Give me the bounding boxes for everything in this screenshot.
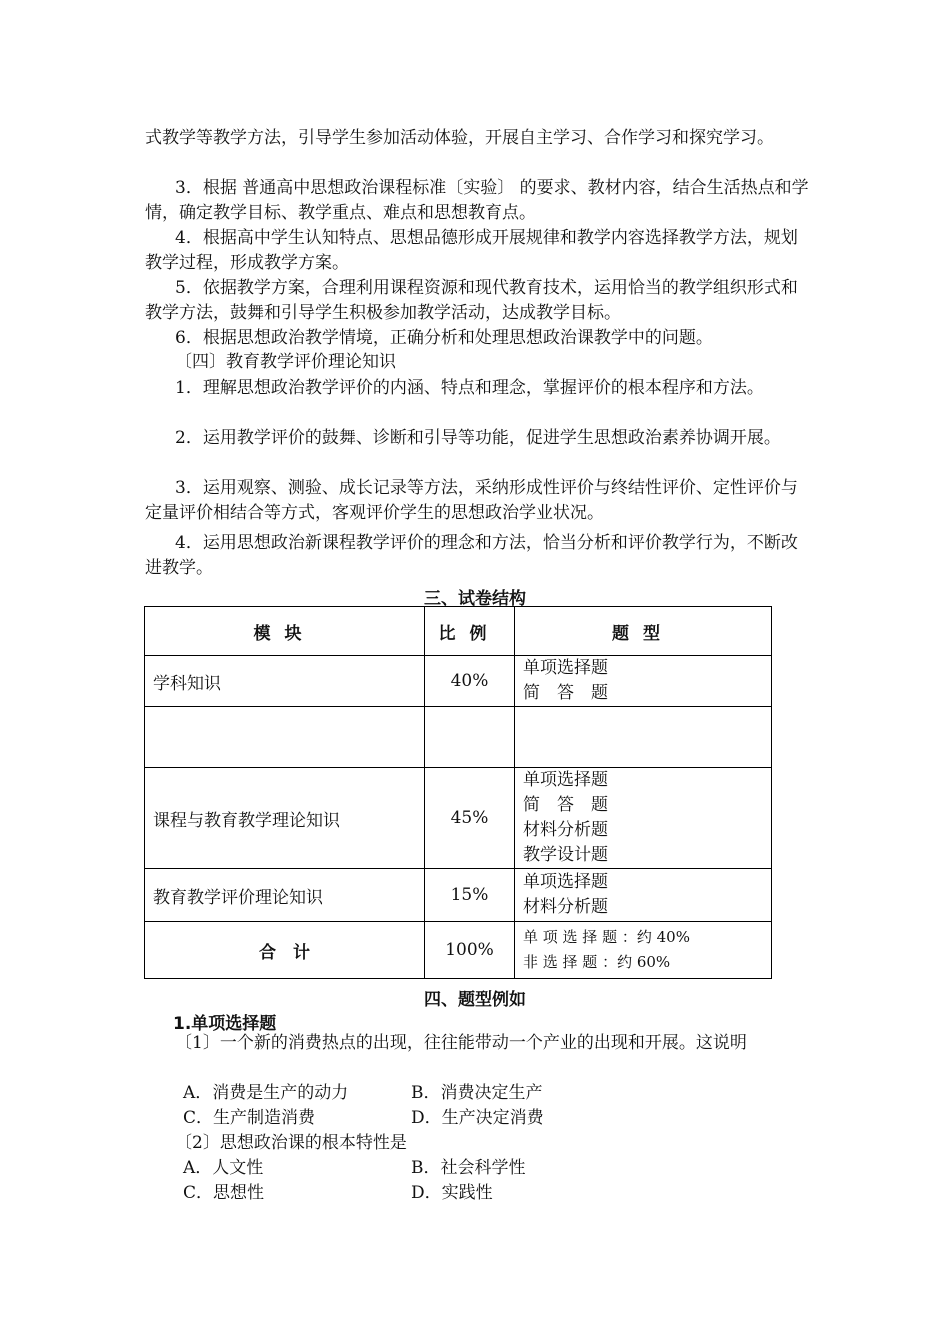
option: A．消费是生产的动力 [183, 1083, 349, 1103]
section-subheading: 〔四〕教育教学评价理论知识 [175, 352, 396, 372]
type-item: 单项选择题 [523, 770, 608, 790]
option: C．思想性 [183, 1183, 265, 1203]
types-cell [515, 768, 772, 869]
module-cell [145, 707, 425, 768]
type-item: 非 选 择 题 ：约 60% [523, 953, 671, 971]
paragraph: 3．根据 普通高中思想政治课程标准〔实验〕 的要求、教材内容，结合生活热点和学情，确定教学目标、教学重点、难点和思想教育点。 [145, 178, 809, 223]
types-cell [515, 869, 772, 922]
paragraph: 6．根据思想政治教学情境，正确分析和处理思想政治课教学中的问题。 [175, 328, 713, 348]
question-stem: 〔2〕思想政治课的根本特性是 [175, 1133, 407, 1153]
type-item: 单项选择题 [523, 658, 608, 678]
paragraph: 式教学等教学方法，引导学生参加活动体验，开展自主学习、合作学习和探究学习。 [145, 128, 774, 148]
table-total-row [145, 922, 772, 979]
type-item: 简 答 题 [523, 683, 608, 703]
module-cell: 课程与教育教学理论知识 [145, 768, 425, 869]
option: B．社会科学性 [411, 1158, 526, 1178]
type-item: 简 答 题 [523, 795, 608, 815]
type-item: 单项选择题 [523, 872, 608, 892]
total-ratio: 100% [425, 922, 515, 979]
table-row [145, 869, 772, 922]
paragraph: 1．理解思想政治教学评价的内涵、特点和理念，掌握评价的根本程序和方法。 [175, 378, 764, 398]
type-item: 材料分析题 [523, 820, 608, 840]
ratio-cell [425, 707, 515, 768]
types-cell [515, 707, 772, 768]
type-item: 教学设计题 [523, 845, 608, 865]
exam-structure-table [144, 606, 772, 979]
paragraph: 5．依据教学方案，合理利用课程资源和现代教育技术，运用恰当的教学组织形式和教学方法，鼓舞和引导学生积极参加教学活动，达成教学目标。 [145, 278, 798, 323]
module-cell: 学科知识 [145, 656, 425, 707]
table-row [145, 656, 772, 707]
total-label: 合 计 [145, 922, 425, 979]
table-row [145, 707, 772, 768]
paragraph: 4．运用思想政治新课程教学评价的理念和方法，恰当分析和评价教学行为，不断改进教学。 [145, 533, 798, 578]
ratio-cell: 15% [425, 869, 515, 922]
ratio-cell: 45% [425, 768, 515, 869]
types-cell [515, 656, 772, 707]
question-stem: 〔1〕一个新的消费热点的出现，往往能带动一个产业的出现和开展。这说明 [175, 1033, 747, 1053]
module-cell: 教育教学评价理论知识 [145, 869, 425, 922]
section-title: 四、题型例如 [424, 990, 526, 1010]
option: B．消费决定生产 [411, 1083, 543, 1103]
column-header: 比例 [425, 607, 515, 656]
ratio-cell: 40% [425, 656, 515, 707]
type-item: 材料分析题 [523, 897, 608, 917]
type-item: 单 项 选 择 题 ：约 40% [523, 928, 690, 946]
option: A．人文性 [183, 1158, 264, 1178]
column-header: 模块 [145, 607, 425, 656]
paragraph: 4．根据高中学生认知特点、思想品德形成开展规律和教学内容选择教学方法，规划教学过程，形成教学方案。 [145, 228, 798, 273]
table-row [145, 768, 772, 869]
option: D．实践性 [411, 1183, 493, 1203]
types-cell [515, 922, 772, 979]
option: D．生产决定消费 [411, 1108, 544, 1128]
paragraph: 2．运用教学评价的鼓舞、诊断和引导等功能，促进学生思想政治素养协调开展。 [175, 428, 781, 448]
paragraph: 3．运用观察、测验、成长记录等方法，采纳形成性评价与终结性评价、定性评价与定量评价相结合等方式，客观评价学生的思想政治学业状况。 [145, 478, 798, 523]
column-header: 题型 [515, 607, 772, 656]
subsection-title: 1.单项选择题 [173, 1014, 277, 1034]
option: C．生产制造消费 [183, 1108, 316, 1128]
section-title: 三、试卷结构 [424, 589, 526, 609]
table-header-row [145, 607, 772, 656]
